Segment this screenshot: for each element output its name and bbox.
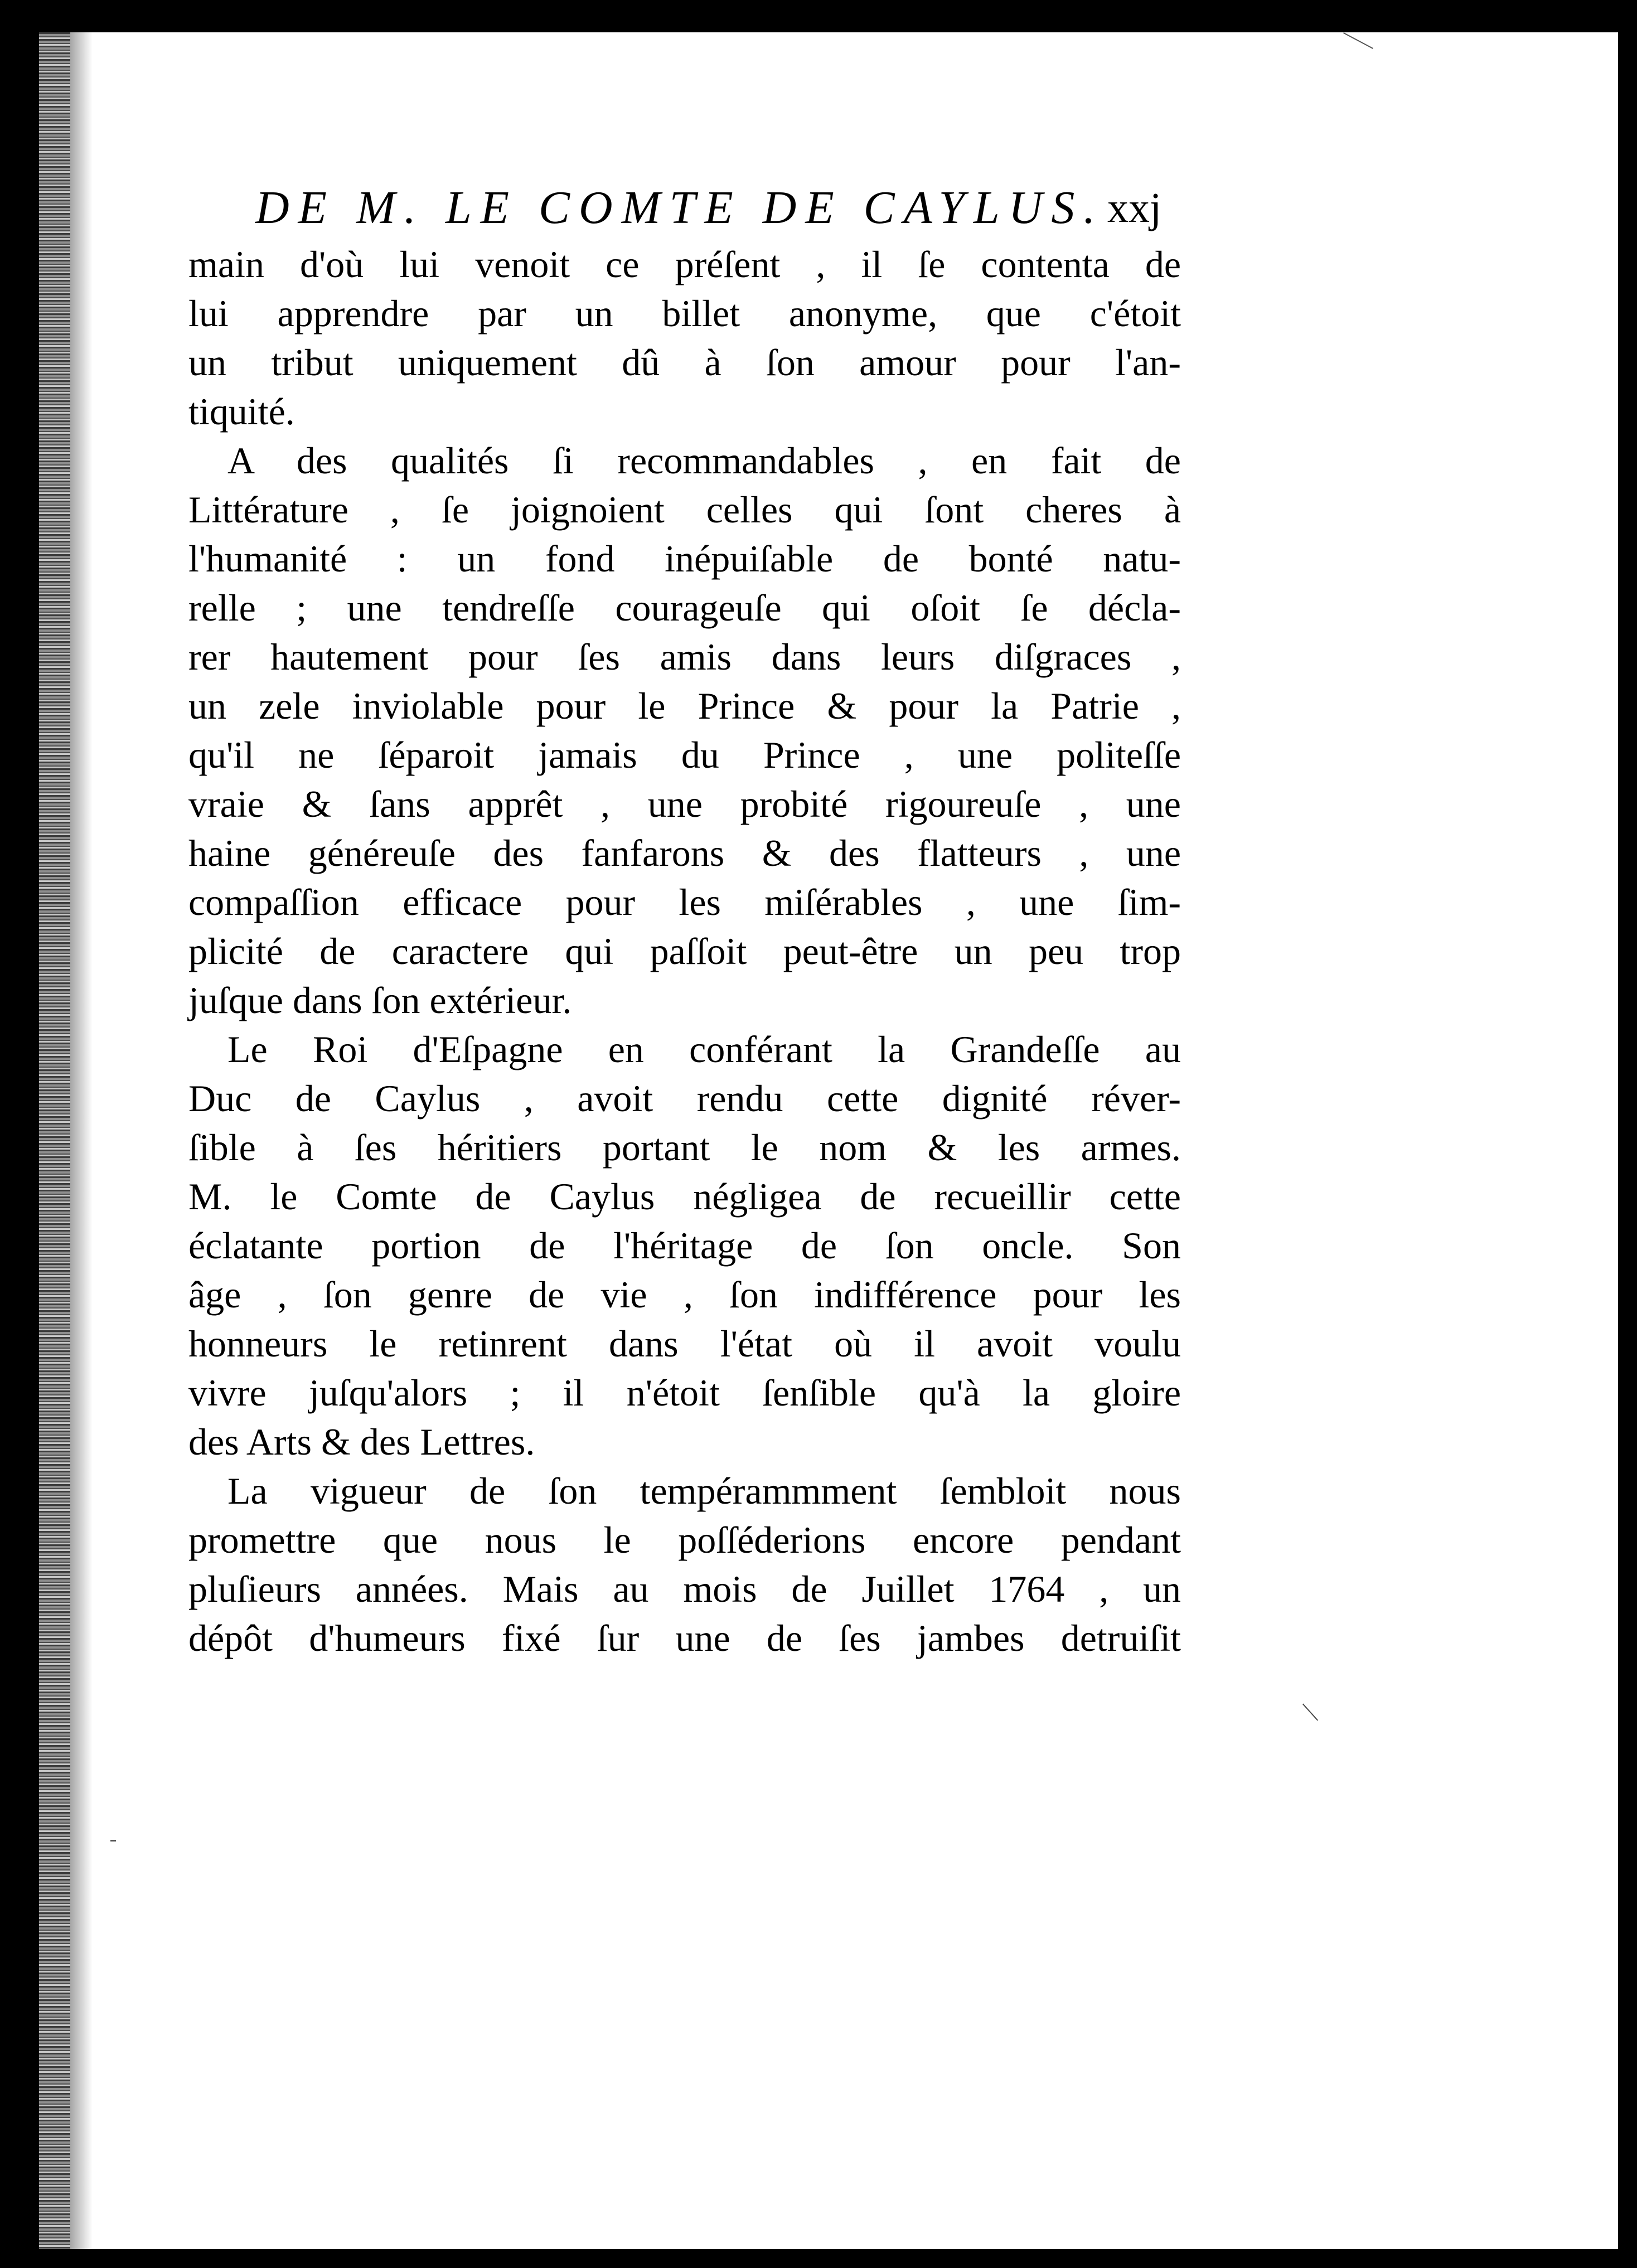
text-line: relle ; une tendreſſe courageuſe qui oſoit ſe décla-: [188, 587, 1181, 629]
text-line: rer hautement pour ſes amis dans leurs diſgraces ,: [188, 636, 1181, 678]
text-line: âge , ſon genre de vie , ſon indifférence pour les: [188, 1273, 1181, 1316]
body-text: [188, 240, 1181, 1663]
page-number: xxj: [1107, 185, 1162, 231]
text-line: un zele inviolable pour le Prince & pour la Patrie ,: [188, 685, 1181, 727]
text-line: M. le Comte de Caylus négligea de recueillir cette: [188, 1175, 1181, 1218]
text-line: main d'où lui venoit ce préſent , il ſe contenta de: [188, 243, 1181, 285]
paragraph-first-line: Le Roi d'Eſpagne en conférant la Grandeſſe au: [227, 1028, 1181, 1070]
paragraph-first-line: A des qualités ſi recommandables , en fait de: [227, 439, 1181, 482]
text-line: promettre que nous le poſſéderions encore pendant: [188, 1519, 1181, 1561]
text-line: pluſieurs années. Mais au mois de Juillet 1764 , un: [188, 1568, 1181, 1610]
text-line: un tribut uniquement dû à ſon amour pour l'an-: [188, 341, 1181, 384]
page-binding-edge: [39, 32, 70, 2249]
text-line: éclatante portion de l'héritage de ſon oncle. Son: [188, 1224, 1181, 1267]
page-gutter-shadow: [70, 32, 93, 2249]
scan-speck: [1343, 32, 1373, 49]
text-line: haine généreuſe des fanfarons & des flatteurs , une: [188, 832, 1181, 874]
scan-speck: [110, 1840, 116, 1841]
text-line: dépôt d'humeurs fixé ſur une de ſes jambes detruiſit: [188, 1617, 1181, 1659]
text-line: des Arts & des Lettres.: [188, 1421, 535, 1463]
text-line: plicité de caractere qui paſſoit peut-être un peu trop: [188, 930, 1181, 972]
text-line: l'humanité : un fond inépuiſable de bonté natu-: [188, 537, 1181, 580]
text-line: compaſſion efficace pour les miſérables , une ſim-: [188, 881, 1181, 923]
paragraph-first-line: La vigueur de ſon tempérammment ſembloit nous: [227, 1470, 1181, 1512]
text-line: vivre juſqu'alors ; il n'étoit ſenſible qu'à la gloire: [188, 1372, 1181, 1414]
text-line: vraie & ſans apprêt , une probité rigoureuſe , une: [188, 783, 1181, 825]
text-line: Duc de Caylus , avoit rendu cette dignité réver-: [188, 1077, 1181, 1120]
running-head-title: DE M. LE COMTE DE CAYLUS.: [255, 182, 1105, 234]
text-line: tiquité.: [188, 390, 295, 433]
text-line: qu'il ne ſéparoit jamais du Prince , une politeſſe: [188, 734, 1181, 776]
text-line: juſque dans ſon extérieur.: [188, 979, 572, 1021]
text-line: lui apprendre par un billet anonyme, que c'étoit: [188, 292, 1181, 335]
text-line: ſible à ſes héritiers portant le nom & les armes.: [188, 1126, 1181, 1169]
text-line: honneurs le retinrent dans l'état où il avoit voulu: [188, 1322, 1181, 1365]
text-line: Littérature , ſe joignoient celles qui ſont cheres à: [188, 488, 1181, 531]
